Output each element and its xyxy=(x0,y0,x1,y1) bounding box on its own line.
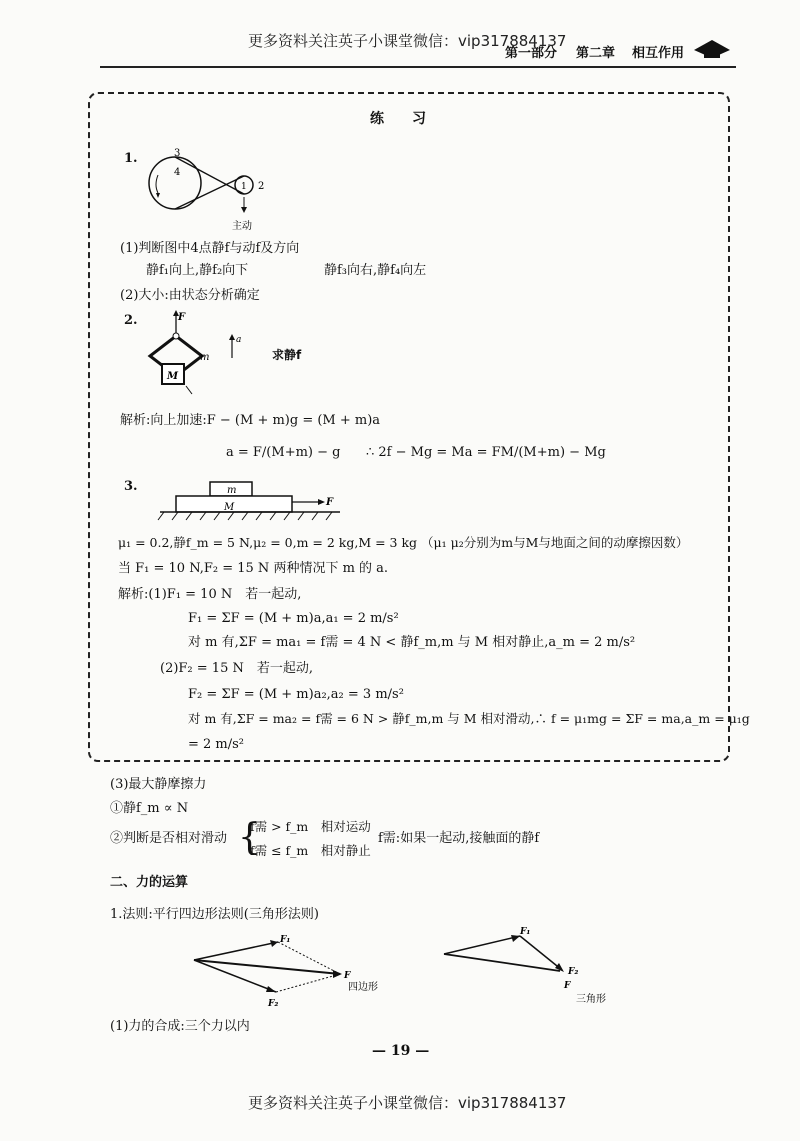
q2-m-label: m xyxy=(200,352,210,363)
case-relative-rest: f需 ≤ f_m 相对静止 xyxy=(250,843,371,858)
q2-ask: 求静f xyxy=(272,348,302,362)
pgram-F1-label: F₁ xyxy=(280,935,291,945)
q3-F-label: F xyxy=(326,497,334,508)
case-brace: { xyxy=(238,817,261,858)
pgram-F-label: F xyxy=(344,971,351,981)
belt-pulley-figure xyxy=(140,145,280,235)
q1-line2a: 静f₁向上,静f₂向下 xyxy=(146,263,249,278)
header-topic: 相互作用 xyxy=(632,46,685,61)
q3-m-label: m xyxy=(227,485,237,496)
required-force-note: f需:如果一起动,接触面的静f xyxy=(378,831,540,846)
q2-number: 2. xyxy=(124,313,138,328)
stacked-blocks-figure xyxy=(150,474,350,522)
tri-F-label: F xyxy=(564,981,571,991)
q3-solution-2: F₁ = ΣF = (M + m)a,a₁ = 2 m/s² xyxy=(188,611,399,626)
q1-number: 1. xyxy=(124,151,138,166)
watermark-bottom: 更多资料关注英子小课堂微信：vip317884137 xyxy=(248,1094,567,1112)
pulley-label-3: 3 xyxy=(174,148,181,159)
q1-line2b: 静f₃向右,静f₄向左 xyxy=(324,263,427,278)
q3-solution-4: (2)F₂ = 15 N 若一起动, xyxy=(160,661,313,676)
q2-solution-1: 解析:向上加速:F − (M + m)g = (M + m)a xyxy=(120,413,381,428)
exercise-title: 练 习 xyxy=(370,111,426,127)
force-synthesis: (1)力的合成:三个力以内 xyxy=(110,1019,250,1034)
watermark-top: 更多资料关注英子小课堂微信：vip317884137 xyxy=(248,32,567,50)
page-number: — 19 — xyxy=(372,1043,430,1059)
q3-solution-7: = 2 m/s² xyxy=(188,737,245,752)
q3-solution-1: 解析:(1)F₁ = 10 N 若一起动, xyxy=(118,587,302,602)
pgram-F2-label: F₂ xyxy=(268,999,279,1009)
q3-solution-3: 对 m 有,ΣF = ma₁ = f需 = 4 N < 静f_m,m 与 M 相对静止,a_m = 2 m/s² xyxy=(188,635,636,650)
case-relative-motion: f需 > f_m 相对运动 xyxy=(250,819,371,834)
q3-given-1: μ₁ = 0.2,静f_m = 5 N,μ₂ = 0,m = 2 kg,M = 3 kg （μ₁ μ₂分别为m与M与地面之间的动摩擦因数） xyxy=(118,535,689,550)
force-operation-heading: 二、力的运算 xyxy=(110,875,189,890)
q3-solution-5: F₂ = ΣF = (M + m)a₂,a₂ = 3 m/s² xyxy=(188,687,404,702)
tri-caption: 三角形 xyxy=(576,994,606,1005)
graduation-cap-icon xyxy=(692,36,732,62)
q3-M-label: M xyxy=(224,502,235,513)
q2-accel-label: a xyxy=(236,335,242,345)
tri-F1-label: F₁ xyxy=(520,927,531,937)
q3-given-2: 当 F₁ = 10 N,F₂ = 15 N 两种情况下 m 的 a. xyxy=(118,561,389,576)
pulley-label-4: 4 xyxy=(174,167,181,178)
tri-F2-label: F₂ xyxy=(568,967,579,977)
q3-solution-6: 对 m 有,ΣF = ma₂ = f需 = 6 N > 静f_m,m 与 M 相对滑动,∴ f = μ₁mg = ΣF = ma,a_m = μ₁g xyxy=(188,711,750,726)
q2-force-label: F xyxy=(178,312,186,323)
header-rule xyxy=(100,66,736,68)
q1-line3: (2)大小:由状态分析确定 xyxy=(120,288,260,303)
triangle-figure xyxy=(440,924,640,1010)
header-part: 第一部分 xyxy=(505,46,558,61)
pulley-label-1: 1 xyxy=(241,182,247,192)
q2-solution-2a: a = F/(M+m) − g xyxy=(226,445,341,460)
section3-title: (3)最大静摩擦力 xyxy=(110,777,207,792)
parallelogram-figure xyxy=(190,930,420,1016)
q3-number: 3. xyxy=(124,479,138,494)
section3-item1: ①静f_m ∝ N xyxy=(110,801,189,816)
header-chapter: 第二章 xyxy=(576,46,616,61)
drive-label: 主动 xyxy=(232,221,252,232)
pgram-caption: 四边形 xyxy=(348,982,378,993)
section3-item2-label: ②判断是否相对滑动 xyxy=(110,831,228,846)
pulley-label-2: 2 xyxy=(258,181,265,192)
q2-M-label: M xyxy=(167,371,179,382)
force-rule: 1.法则:平行四边形法则(三角形法则) xyxy=(110,907,319,922)
q2-solution-2b: ∴ 2f − Mg = Ma = FM/(M+m) − Mg xyxy=(366,445,606,460)
q1-line1: (1)判断图中4点静f与动f及方向 xyxy=(120,241,300,256)
